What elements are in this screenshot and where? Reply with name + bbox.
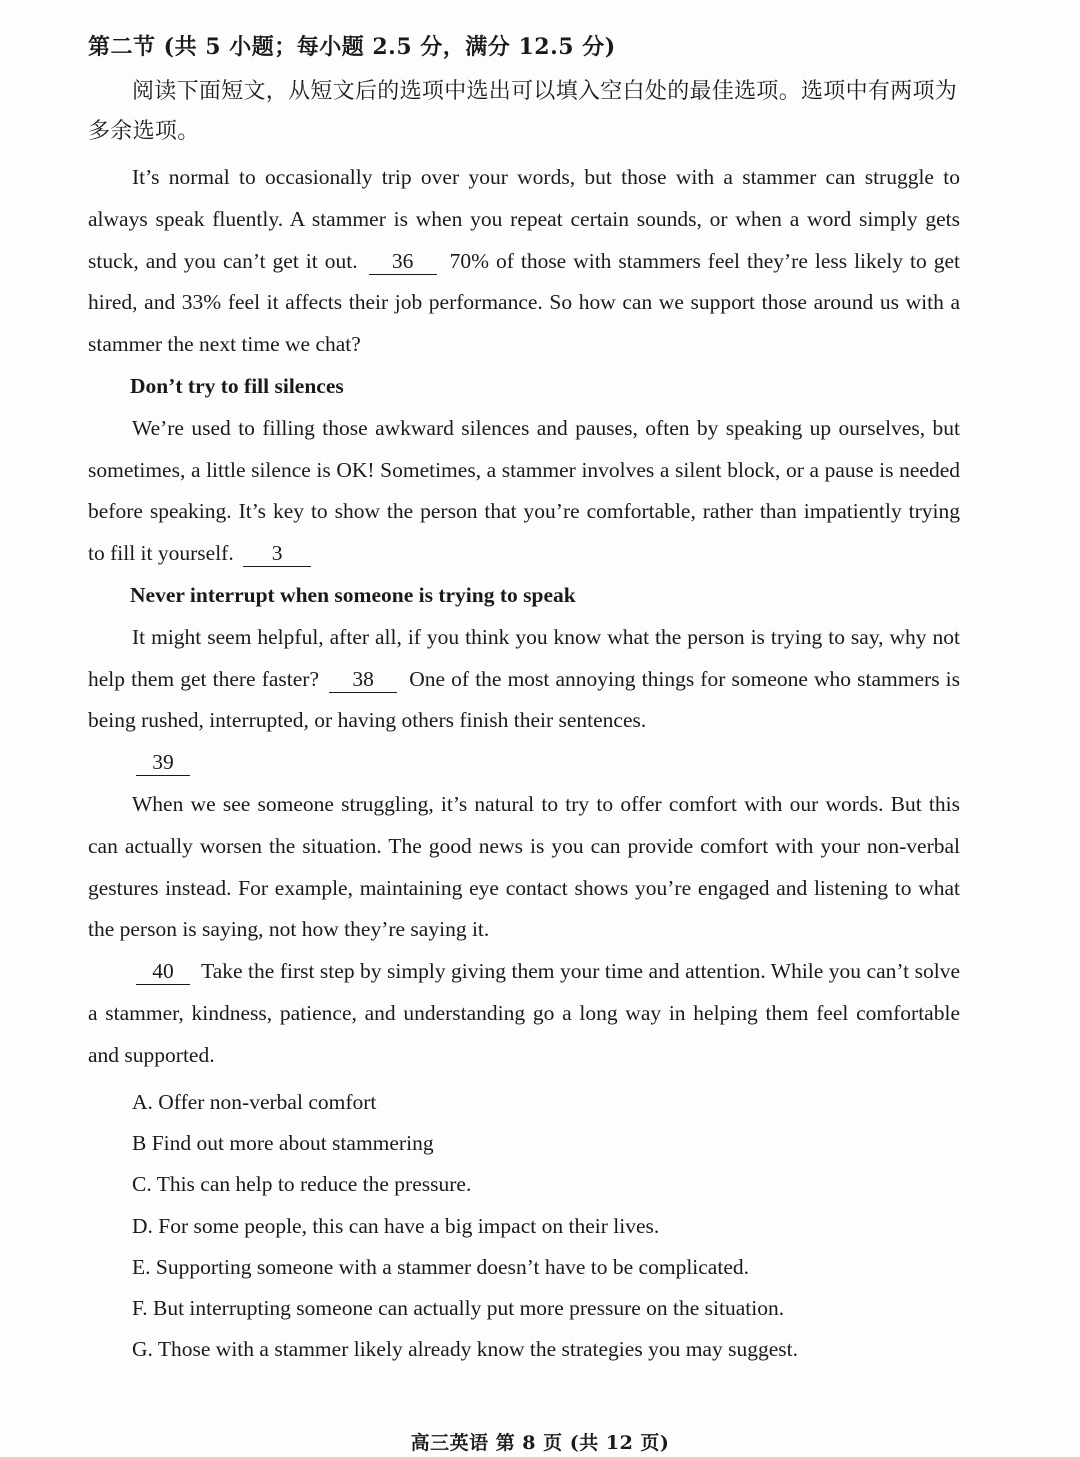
option-a: A. Offer non-verbal comfort	[132, 1090, 377, 1114]
instructions: 阅读下面短文，从短文后的选项中选出可以填入空白处的最佳选项。选项中有两项为多余选项。	[88, 79, 958, 144]
paragraph-5-text: Take the first step by simply giving them your time and attention. While you can’t solve a stammer, kindness, patience, and understanding go a long way in helping them feel comfortable and supported.	[88, 959, 960, 1067]
page-footer: 高三英语 第 8 页 (共 12 页)	[410, 1432, 670, 1454]
paragraph-1	[88, 157, 960, 366]
blank-40: 40	[136, 958, 190, 985]
section-title: 第二节 (共 5 小题；每小题 2.5 分，满分 12.5 分)	[88, 34, 616, 60]
option-d: D. For some people, this can have a big impact on their lives.	[132, 1213, 660, 1238]
paragraph-3-text: It might seem helpful, after all, if you think you know what the person is trying to say, why not help them get there faster?	[88, 624, 960, 691]
paragraph-1-text: It’s normal to occasionally trip over your words, but those with a stammer can struggle to always speak fluently. A stammer is when you repeat certain sounds, or when a word simply gets stuck, and you can’t get it out.	[88, 165, 960, 273]
answer-options	[132, 1082, 992, 1370]
blank-39: 39	[136, 749, 190, 776]
subheading-never-interrupt: Never interrupt when someone is trying to speak	[130, 582, 576, 607]
paragraph-3	[88, 617, 960, 742]
blank-36: 36	[369, 248, 437, 275]
subheading-fill-silences: Don’t try to fill silences	[130, 373, 344, 398]
paragraph-2	[88, 408, 960, 575]
option-f: F. But interrupting someone can actually put more pressure on the situation.	[132, 1296, 785, 1321]
paragraph-3-text-after: One of the most annoying things for someone who stammers is being rushed, interrupted, or having others finish their sentences.	[88, 666, 961, 733]
option-c: C. This can help to reduce the pressure.	[132, 1172, 472, 1197]
paragraph-blank-39	[88, 742, 960, 784]
option-e: E. Supporting someone with a stammer doesn’t have to be complicated.	[132, 1254, 749, 1279]
paragraph-2-text: We’re used to filling those awkward silences and pauses, often by speaking up ourselves, but sometimes, a little silence is OK! Sometimes, a stammer involves a silent block, or a pause is needed before speaking. It’s key to show the person that you’re comfortable, rather than impatiently trying to fill it yourself.	[88, 415, 960, 566]
paragraph-4: When we see someone struggling, it’s natural to try to offer comfort with our words. But this can actually worsen the situation. The good news is you can provide comfort with your non-verbal gestures instead. For example, maintaining eye contact shows you’re engaged and listening to what the person is saying, not how they’re saying it.	[88, 791, 960, 942]
paragraph-1-text-after: 70% of those with stammers feel they’re less likely to get hired, and 33% feel it affects their job performance. So how can we support those around us with a stammer the next time we chat?	[88, 248, 961, 357]
option-b: B Find out more about stammering	[132, 1131, 434, 1156]
paragraph-5	[88, 951, 960, 1076]
option-g: G. Those with a stammer likely already know the strategies you may suggest.	[132, 1337, 798, 1362]
blank-38: 38	[329, 666, 397, 693]
passage	[88, 157, 960, 1077]
blank-37: 3	[243, 540, 311, 567]
